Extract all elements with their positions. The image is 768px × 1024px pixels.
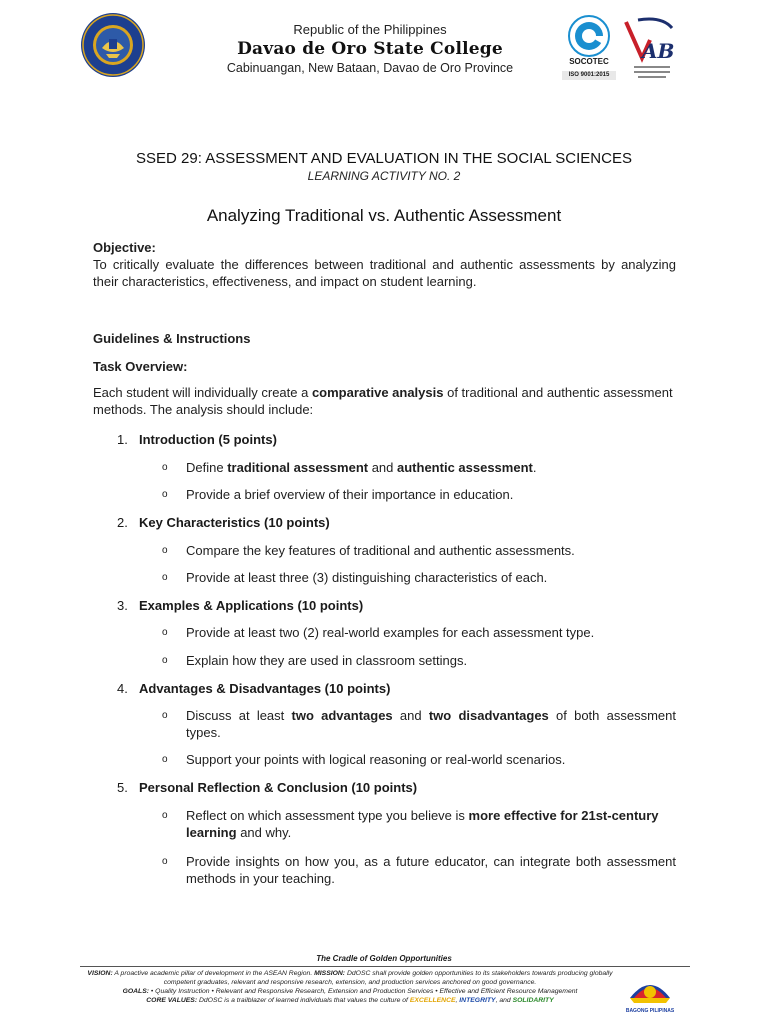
list-item: Explain how they are used in classroom settings. <box>186 653 468 668</box>
section-number: 1. <box>117 432 128 447</box>
socotec-logo <box>562 14 616 88</box>
objective-text: To critically evaluate the differences between traditional and authentic assessments by analyzing their characteristics, effectiveness, and impact on student learning. <box>93 257 676 289</box>
bullet-glyph: o <box>162 655 168 666</box>
bullet-glyph: o <box>162 810 168 821</box>
section-number: 3. <box>117 598 128 613</box>
list-item: Provide at least three (3) distinguishing characteristics of each. <box>186 570 548 585</box>
college-name: Davao de Oro State College <box>237 39 503 59</box>
bullet-glyph: o <box>162 856 168 867</box>
bullet-glyph: o <box>162 545 168 556</box>
letterhead <box>0 0 768 90</box>
footer-divider <box>80 966 690 967</box>
vab-label: AB <box>642 39 675 63</box>
bullet-glyph: o <box>162 710 168 721</box>
section-number: 4. <box>117 681 128 696</box>
list-item: Provide insights on how you, as a future educator, can integrate both assessment methods in your teaching. <box>186 854 676 886</box>
list-item: Discuss at least two advantages and two disadvantages of both assessment types. <box>186 708 676 740</box>
bullet-glyph: o <box>162 627 168 638</box>
comparative-analysis-term: comparative analysis <box>311 385 444 400</box>
college-seal-icon <box>80 12 146 78</box>
letterhead-text <box>190 22 550 76</box>
list-item: Define traditional assessment and authentic assessment. <box>186 460 537 475</box>
task-intro: Each student will individually create a comparative analysis of traditional and authentic assessment methods. The analysis should include: <box>93 385 673 417</box>
bullet-glyph: o <box>162 489 168 500</box>
list-item: Provide a brief overview of their importance in education. <box>186 487 514 502</box>
list-item: Reflect on which assessment type you believe is more effective for 21st-century learning and why. <box>186 808 659 840</box>
objective-label: Objective: <box>93 240 156 255</box>
section-number: 5. <box>117 780 128 795</box>
course-title: SSED 29: ASSESSMENT AND EVALUATION IN THE SOCIAL SCIENCES <box>136 150 632 167</box>
college-address: Cabinuangan, New Bataan, Davao de Oro Province <box>226 61 514 75</box>
list-item: Support your points with logical reasoning or real-world scenarios. <box>186 752 566 767</box>
bagong-pilipinas-logo-icon <box>626 968 674 1016</box>
section-title: Key Characteristics (10 points) <box>139 515 330 530</box>
footer-statement: VISION: A proactive academic pillar of development in the ASEAN Region. MISSION: DdOSC shall provide golden opportunities to its stakeholders towards producing globally competent graduates, relevant and responsive research, extension, and production services anchored on good governance. GOALS: • Quality Instruction • Relevant and Responsive Research, Extension and Production Services • Effective and Efficient Resource Management CORE VALUES: DdOSC is a trailblazer of learned individuals that values the culture of EXCELLENCE, INTEGRITY, and SOLIDARITY <box>87 970 613 1004</box>
republic-line: Republic of the Philippines <box>293 22 447 37</box>
bullet-glyph: o <box>162 572 168 583</box>
document-title: Analyzing Traditional vs. Authentic Assessment <box>206 206 562 225</box>
bagong-label: BAGONG PILIPINAS <box>626 1008 674 1014</box>
task-overview-heading: Task Overview: <box>93 359 188 374</box>
footer-tagline: The Cradle of Golden Opportunities <box>316 954 452 963</box>
socotec-iso: ISO 9001:2015 <box>562 71 616 80</box>
list-item: Compare the key features of traditional and authentic assessments. <box>186 543 575 558</box>
section-title: Introduction (5 points) <box>139 432 277 447</box>
course-heading <box>0 150 768 184</box>
guidelines-heading: Guidelines & Instructions <box>93 331 251 346</box>
section-number: 2. <box>117 515 128 530</box>
section-title: Personal Reflection & Conclusion (10 points) <box>139 780 418 795</box>
bullet-glyph: o <box>162 754 168 765</box>
list-item: Provide at least two (2) real-world examples for each assessment type. <box>186 625 595 640</box>
section-title: Advantages & Disadvantages (10 points) <box>139 681 391 696</box>
vab-logo-icon <box>620 14 676 88</box>
socotec-label: SOCOTEC <box>569 57 609 66</box>
section-title: Examples & Applications (10 points) <box>139 598 364 613</box>
socotec-icon <box>562 14 616 66</box>
activity-number: LEARNING ACTIVITY NO. 2 <box>307 169 461 183</box>
bullet-glyph: o <box>162 462 168 473</box>
